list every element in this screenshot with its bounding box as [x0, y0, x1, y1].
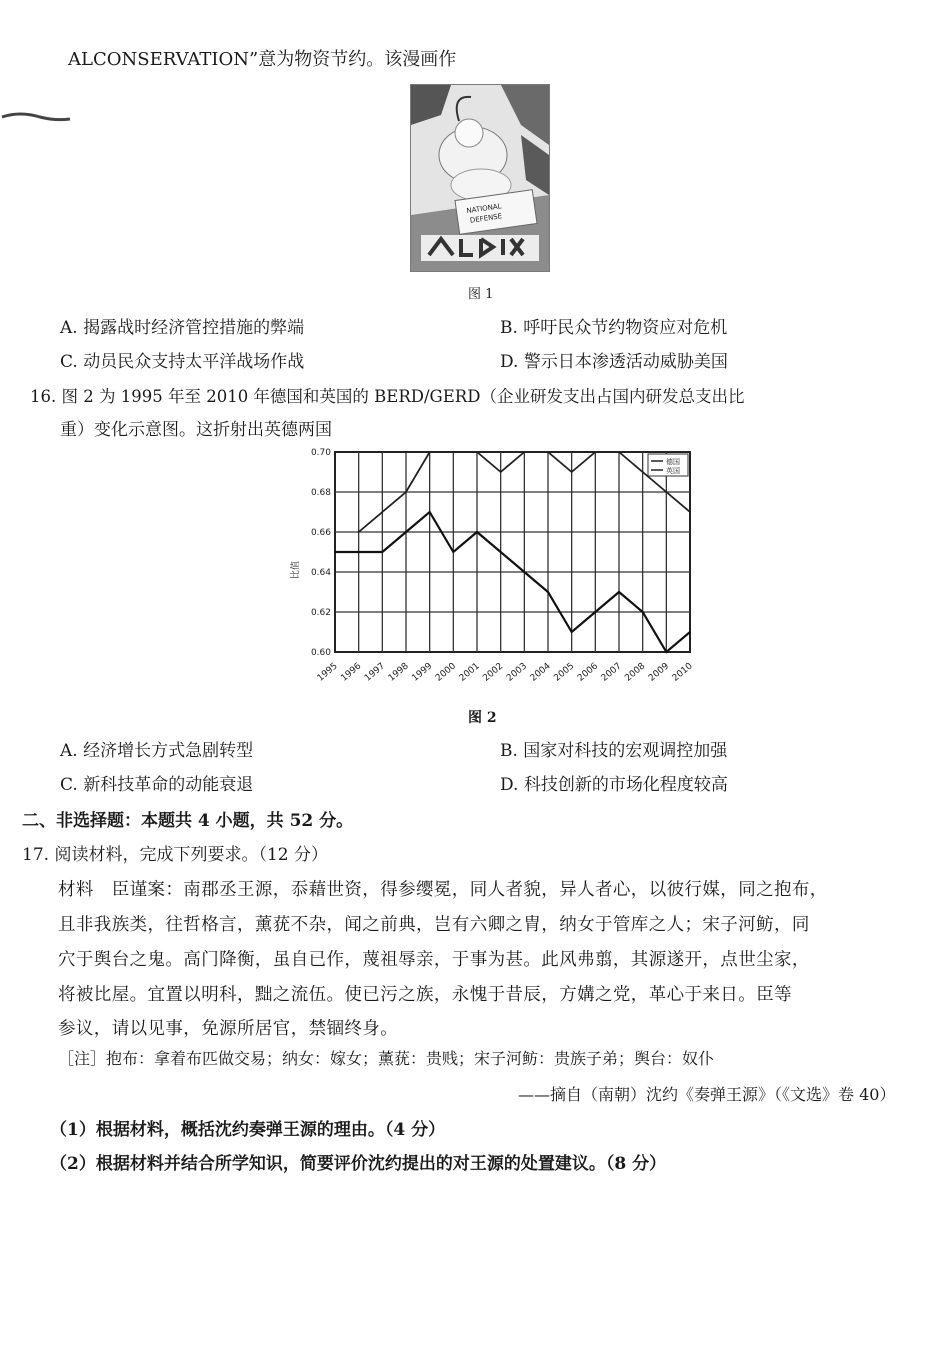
x-tick-label: 2002	[481, 661, 506, 684]
q15-option-a: A. 揭露战时经济管控措施的弊端	[60, 318, 305, 338]
berd-gerd-chart	[290, 440, 710, 695]
x-tick-label: 1997	[363, 661, 388, 684]
data-point	[429, 511, 431, 513]
data-point	[524, 451, 526, 453]
x-tick-label: 2001	[457, 661, 482, 684]
material-line-5: 参议，请以见事，免源所居官，禁锢终身。	[58, 1019, 399, 1039]
data-point	[618, 591, 620, 593]
cartoon-label-defense: DEFENSE	[469, 212, 503, 225]
material-line-3: 穴于舆台之鬼。高门降衡，虽自已作，蔑祖辱亲，于事为甚。此风弗翦，其源遂开，点世尘家，	[58, 950, 810, 970]
data-point	[405, 531, 407, 533]
header-fragment: ALCONSERVATION”意为物资节约。该漫画作	[68, 49, 457, 70]
data-point	[595, 611, 597, 613]
x-tick-label: 1995	[315, 661, 340, 684]
data-point	[476, 451, 478, 453]
q16-option-c: C. 新科技革命的动能衰退	[60, 775, 254, 795]
data-point	[476, 531, 478, 533]
q16-stem-line1: 16. 图 2 为 1995 年至 2010 年德国和英国的 BERD/GERD（企业研发支出占国内研发总支出比	[30, 387, 745, 406]
material-source: ——摘自（南朝）沈约《奏弹王源》（《文选》卷 40）	[518, 1085, 896, 1104]
x-tick-label: 2008	[623, 661, 648, 684]
data-point	[453, 451, 455, 453]
q16-option-d: D. 科技创新的市场化程度较高	[500, 775, 728, 795]
data-point	[642, 611, 644, 613]
x-tick-label: 1998	[386, 661, 411, 684]
y-tick-label: 0.66	[310, 528, 331, 538]
data-point	[405, 491, 407, 493]
data-point	[642, 471, 644, 473]
material-line-2: 且非我族类，往哲格言，薰莸不杂，闻之前典，岂有六卿之胄，纳女于管库之人；宋子河鲂，同	[58, 915, 810, 935]
section2-title: 二、非选择题：本题共 4 小题，共 52 分。	[22, 811, 354, 831]
material-line-4: 将被比屋。宜置以明科，黜之流伍。使已污之族，永愧于昔辰，方媾之党，革心于来日。臣等	[58, 985, 792, 1005]
data-point	[382, 511, 384, 513]
material-note: ［注］抱布：拿着布匹做交易；纳女：嫁女；薰莸：贵贱；宋子河鲂：贵族子弟；舆台：奴仆	[58, 1049, 715, 1068]
data-point	[382, 551, 384, 553]
data-point	[689, 631, 691, 633]
cartoon-label-national: NATIONAL	[466, 202, 503, 216]
x-tick-label: 2000	[434, 661, 459, 684]
q16-option-b: B. 国家对科技的宏观调控加强	[500, 741, 728, 761]
figure1-caption: 图 1	[468, 287, 494, 302]
y-axis-label: 比值	[291, 560, 301, 580]
data-point	[524, 571, 526, 573]
y-tick-label: 0.70	[310, 448, 331, 458]
legend-label: 德国	[666, 458, 680, 466]
cartoon-figure	[410, 84, 550, 272]
data-point	[500, 551, 502, 553]
series-line-uk	[335, 512, 690, 652]
data-point	[429, 451, 431, 453]
q15-option-c: C. 动员民众支持太平洋战场作战	[60, 352, 305, 372]
data-point	[358, 531, 360, 533]
y-tick-label: 0.64	[310, 568, 331, 578]
q16-stem-line2: 重）变化示意图。这折射出英德两国	[60, 420, 332, 440]
data-point	[547, 451, 549, 453]
q17-sub1: （1）根据材料，概括沈约奏弹王源的理由。（4 分）	[50, 1120, 446, 1140]
x-tick-label: 2010	[670, 661, 695, 684]
data-point	[453, 551, 455, 553]
x-tick-label: 2004	[528, 661, 553, 684]
figure2-caption: 图 2	[468, 710, 497, 726]
x-tick-label: 2007	[599, 661, 624, 684]
y-tick-label: 0.68	[310, 488, 331, 498]
data-point	[500, 471, 502, 473]
y-tick-label: 0.60	[310, 648, 331, 658]
data-point	[358, 551, 360, 553]
x-tick-label: 2006	[576, 661, 601, 684]
data-point	[334, 551, 336, 553]
q17-stem: 17. 阅读材料，完成下列要求。（12 分）	[22, 845, 328, 865]
q17-sub2: （2）根据材料并结合所学知识，简要评价沈约提出的对王源的处置建议。（8 分）	[50, 1154, 667, 1174]
data-point	[666, 491, 668, 493]
scan-mark	[0, 105, 80, 135]
q16-option-a: A. 经济增长方式急剧转型	[60, 741, 254, 761]
data-point	[547, 591, 549, 593]
plot-frame	[335, 452, 690, 652]
q15-option-b: B. 呼吁民众节约物资应对危机	[500, 318, 728, 338]
data-point	[666, 651, 668, 653]
data-point	[618, 451, 620, 453]
x-tick-label: 1996	[339, 661, 364, 684]
q15-option-d: D. 警示日本渗透活动威胁美国	[500, 352, 728, 372]
data-point	[689, 511, 691, 513]
x-tick-label: 1999	[410, 661, 435, 684]
material-line-1: 材料 臣谨案：南郡丞王源，忝藉世资，得参缨冕，同人者貌，异人者心，以彼行媒，同之抱布，	[58, 880, 828, 900]
data-point	[571, 631, 573, 633]
legend-label: 英国	[666, 467, 680, 475]
data-point	[571, 471, 573, 473]
x-tick-label: 2003	[505, 661, 530, 684]
x-tick-label: 2009	[647, 661, 672, 684]
x-tick-label: 2005	[552, 661, 577, 684]
y-tick-label: 0.62	[310, 608, 331, 618]
data-point	[595, 451, 597, 453]
